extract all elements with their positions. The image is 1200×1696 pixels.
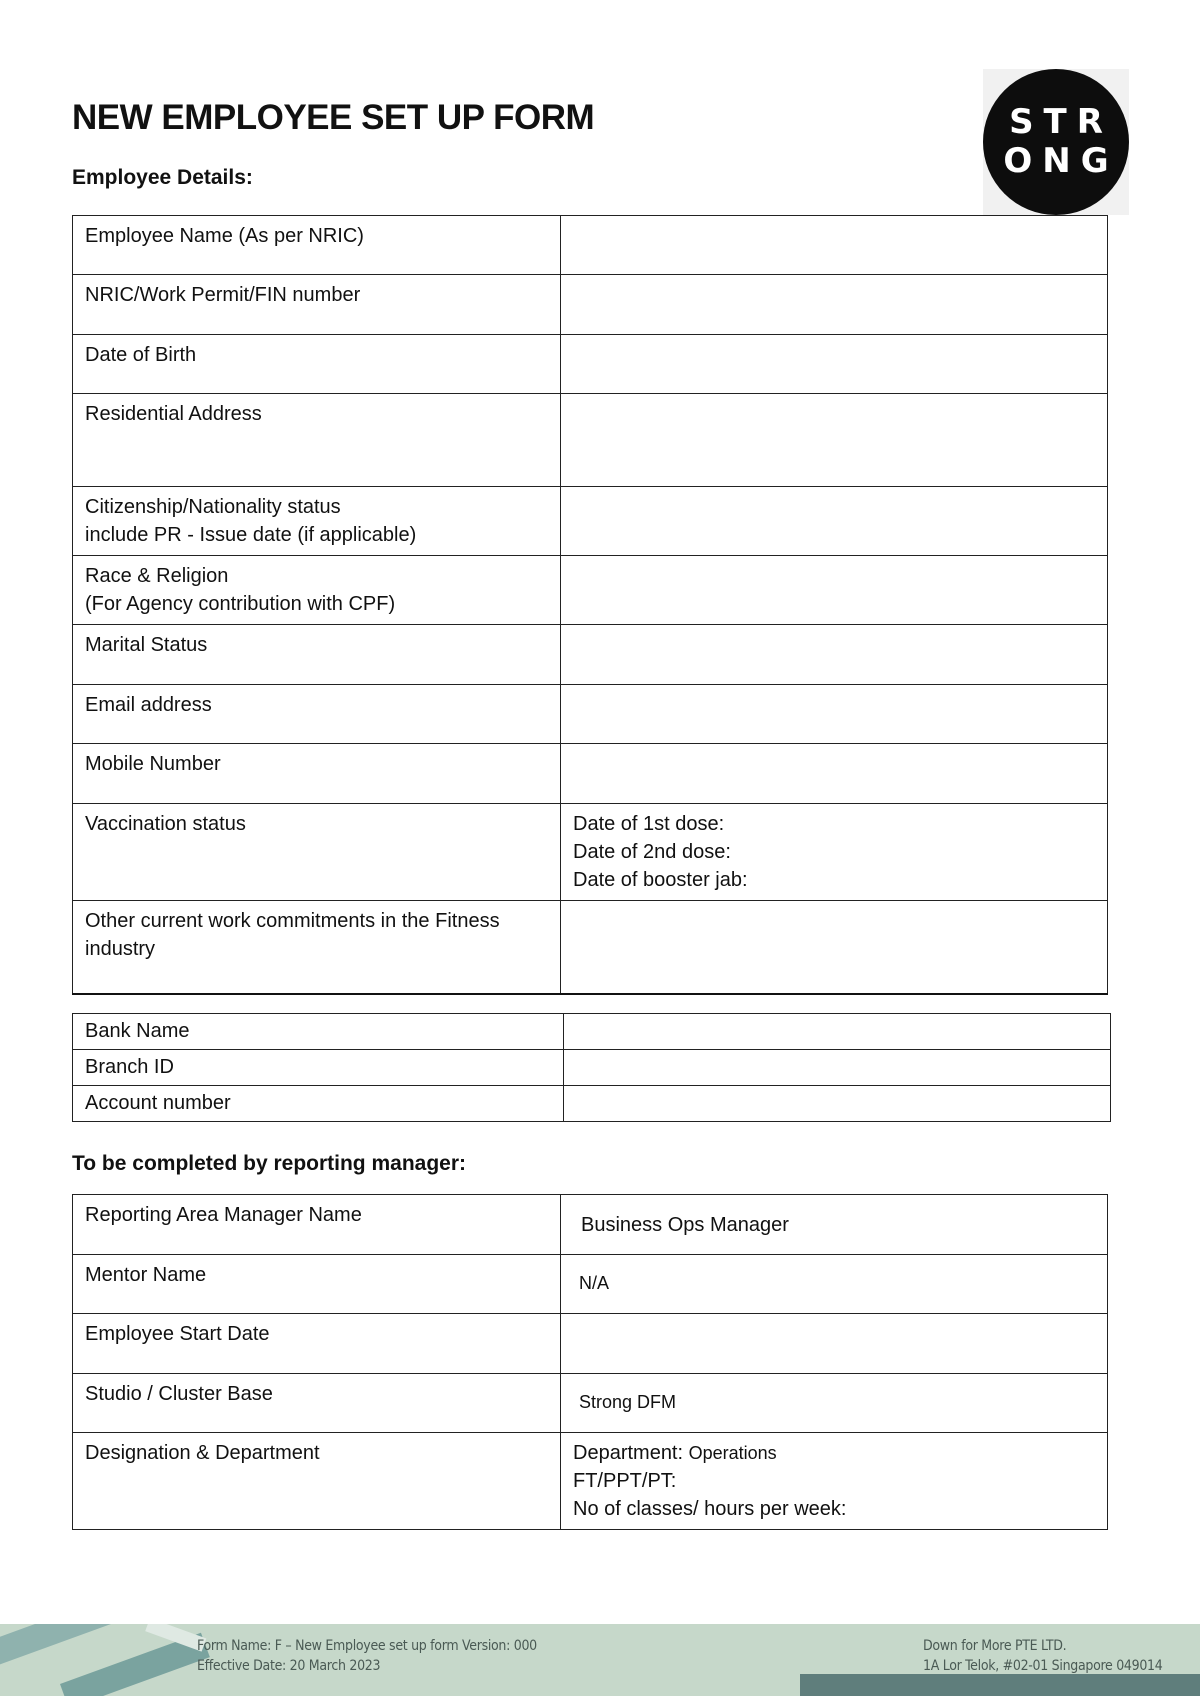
field-label-start-date: Employee Start Date (73, 1314, 561, 1374)
footer-form-name: Form Name: F – New Employee set up form Version: 000 (197, 1638, 537, 1654)
field-value-branch-id[interactable] (564, 1050, 1111, 1086)
field-label-designation: Designation & Department (73, 1433, 561, 1530)
department-value: Operations (688, 1443, 777, 1463)
footer-company-name: Down for More PTE LTD. (923, 1638, 1067, 1654)
field-label-branch-id: Branch ID (73, 1050, 564, 1086)
field-label-email: Email address (73, 685, 561, 744)
table-row (73, 275, 1108, 335)
vaccination-first-dose: Date of 1st dose: (573, 813, 725, 835)
table-row (73, 744, 1108, 804)
table-row (73, 216, 1108, 275)
table-row (73, 1195, 1108, 1255)
table-row (73, 1374, 1108, 1433)
field-label-race-religion: Race & Religion (For Agency contribution with CPF) (73, 556, 561, 625)
field-label-date-of-birth: Date of Birth (73, 335, 561, 394)
logo-text-line-2: ONG (1003, 141, 1119, 181)
table-row (73, 804, 1108, 901)
field-value-other-commitments[interactable] (561, 901, 1108, 994)
footer-bar (800, 1674, 1200, 1696)
field-label-bank-name: Bank Name (73, 1014, 564, 1050)
table-row (73, 901, 1108, 994)
manager-section-heading: To be completed by reporting manager: (72, 1152, 466, 1175)
table-row (73, 1086, 1111, 1122)
field-label-mentor-name: Mentor Name (73, 1255, 561, 1314)
page-title: NEW EMPLOYEE SET UP FORM (72, 98, 595, 137)
field-label-vaccination: Vaccination status (73, 804, 561, 901)
field-value-start-date[interactable] (561, 1314, 1108, 1374)
employee-details-heading: Employee Details: (72, 166, 253, 189)
bank-details-table (72, 1013, 1111, 1122)
field-label-mobile: Mobile Number (73, 744, 561, 804)
field-label-nric: NRIC/Work Permit/FIN number (73, 275, 561, 335)
field-value-account-number[interactable] (564, 1086, 1111, 1122)
field-value-mentor-name[interactable]: N/A (561, 1255, 1108, 1314)
field-value-race-religion[interactable] (561, 556, 1108, 625)
field-value-studio-base[interactable]: Strong DFM (561, 1374, 1108, 1433)
logo-text-line-1: STR (1009, 102, 1113, 142)
table-row (73, 1050, 1111, 1086)
table-row (73, 394, 1108, 487)
vaccination-second-dose: Date of 2nd dose: (573, 841, 731, 863)
field-value-marital-status[interactable] (561, 625, 1108, 685)
table-row (73, 556, 1108, 625)
table-row (73, 625, 1108, 685)
field-value-employee-name[interactable] (561, 216, 1108, 275)
strong-logo (983, 69, 1129, 215)
table-row (73, 685, 1108, 744)
footer-effective-date: Effective Date: 20 March 2023 (197, 1658, 381, 1674)
employment-type-line: FT/PPT/PT: (573, 1470, 677, 1492)
field-value-area-manager[interactable]: Business Ops Manager (561, 1195, 1108, 1255)
vaccination-booster: Date of booster jab: (573, 869, 748, 891)
field-value-date-of-birth[interactable] (561, 335, 1108, 394)
table-row (73, 1014, 1111, 1050)
field-label-residential-address: Residential Address (73, 394, 561, 487)
page-footer (0, 1624, 1200, 1696)
field-value-nric[interactable] (561, 275, 1108, 335)
table-row (73, 1314, 1108, 1374)
field-value-vaccination[interactable] (561, 804, 1108, 901)
department-line: Department: Operations (573, 1442, 777, 1464)
employee-details-table (72, 215, 1108, 995)
field-label-studio-base: Studio / Cluster Base (73, 1374, 561, 1433)
field-label-citizenship: Citizenship/Nationality status include PR - Issue date (if applicable) (73, 487, 561, 556)
field-value-email[interactable] (561, 685, 1108, 744)
field-value-citizenship[interactable] (561, 487, 1108, 556)
footer-company-address: 1A Lor Telok, #02-01 Singapore 049014 (923, 1658, 1163, 1674)
field-value-bank-name[interactable] (564, 1014, 1111, 1050)
field-label-other-commitments: Other current work commitments in the Fitness industry (73, 901, 561, 994)
table-row (73, 1255, 1108, 1314)
table-row (73, 335, 1108, 394)
table-row (73, 1433, 1108, 1530)
field-value-residential-address[interactable] (561, 394, 1108, 487)
manager-details-table (72, 1194, 1108, 1530)
field-label-marital-status: Marital Status (73, 625, 561, 685)
field-label-employee-name: Employee Name (As per NRIC) (73, 216, 561, 275)
field-label-account-number: Account number (73, 1086, 564, 1122)
hours-per-week-line: No of classes/ hours per week: (573, 1498, 847, 1520)
table-row (73, 487, 1108, 556)
field-value-mobile[interactable] (561, 744, 1108, 804)
field-label-area-manager: Reporting Area Manager Name (73, 1195, 561, 1255)
field-value-designation[interactable] (561, 1433, 1108, 1530)
